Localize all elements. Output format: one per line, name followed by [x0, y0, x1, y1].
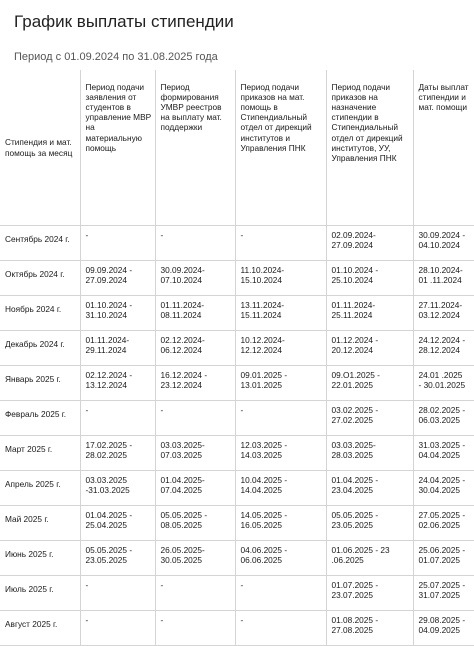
date-cell: 28.02.2025 - 06.03.2025: [413, 401, 474, 436]
date-cell: 27.05.2025 - 02.06.2025: [413, 506, 474, 541]
month-cell: Ноябрь 2024 г.: [0, 296, 80, 331]
column-header: Период подачи приказов на мат. помощь в Стипендиальный отдел от дирекций институтов и Управления ПНК: [235, 70, 326, 226]
date-cell: 13.11.2024- 15.11.2024: [235, 296, 326, 331]
date-cell: 17.02.2025 - 28.02.2025: [80, 436, 155, 471]
date-cell: 04.06.2025 - 06.06.2025: [235, 541, 326, 576]
date-cell: 01.04.2025 - 25.04.2025: [80, 506, 155, 541]
table-row: [0, 401, 474, 436]
month-cell: Апрель 2025 г.: [0, 471, 80, 506]
month-cell: Март 2025 г.: [0, 436, 80, 471]
column-header: Период подачи приказов на назначение стипендии в Стипендиальный отдел от дирекций институтов, УУ, Управления ПНК: [326, 70, 413, 226]
table-row: [0, 226, 474, 261]
table-row: [0, 296, 474, 331]
date-cell: 01.06.2025 - 23 .06.2025: [326, 541, 413, 576]
date-cell: 05.05.2025 - 23.05.2025: [80, 541, 155, 576]
table-row: [0, 436, 474, 471]
date-cell: -: [155, 576, 235, 611]
date-cell: -: [80, 401, 155, 436]
period-subtitle: Период с 01.09.2024 по 31.08.2025 года: [14, 51, 218, 63]
date-cell: 01.07.2025 - 23.07.2025: [326, 576, 413, 611]
date-cell: 30.09.2024- 07.10.2024: [155, 261, 235, 296]
date-cell: -: [235, 611, 326, 646]
date-cell: 10.12.2024- 12.12.2024: [235, 331, 326, 366]
date-cell: 25.07.2025 - 31.07.2025: [413, 576, 474, 611]
date-cell: 24.04.2025 - 30.04.2025: [413, 471, 474, 506]
column-header: Период подачи заявления от студентов в управление МВР на материальную помощь: [80, 70, 155, 226]
date-cell: 01.10.2024 - 31.10.2024: [80, 296, 155, 331]
date-cell: 01.12.2024 - 20.12.2024: [326, 331, 413, 366]
date-cell: 25.06.2025 - 01.07.2025: [413, 541, 474, 576]
date-cell: 24.12.2024 - 28.12.2024: [413, 331, 474, 366]
date-cell: 03.03.2025 -31.03.2025: [80, 471, 155, 506]
date-cell: -: [155, 226, 235, 261]
table-row: [0, 331, 474, 366]
table-header-row: [0, 70, 474, 226]
date-cell: 03.03.2025- 28.03.2025: [326, 436, 413, 471]
date-cell: 01.10.2024 - 25.10.2024: [326, 261, 413, 296]
date-cell: 27.11.2024- 03.12.2024: [413, 296, 474, 331]
month-cell: Июль 2025 г.: [0, 576, 80, 611]
date-cell: 01.11.2024- 29.11.2024: [80, 331, 155, 366]
month-cell: Сентябрь 2024 г.: [0, 226, 80, 261]
month-cell: Август 2025 г.: [0, 611, 80, 646]
column-header: Стипендия и мат. помощь за месяц: [0, 70, 80, 226]
month-cell: Октябрь 2024 г.: [0, 261, 80, 296]
date-cell: 02.12.2024 - 13.12.2024: [80, 366, 155, 401]
column-header: Даты выплат стипендии и мат. помощи: [413, 70, 474, 226]
date-cell: 30.09.2024 - 04.10.2024: [413, 226, 474, 261]
month-cell: Июнь 2025 г.: [0, 541, 80, 576]
month-cell: Январь 2025 г.: [0, 366, 80, 401]
table-row: [0, 541, 474, 576]
table-row: [0, 366, 474, 401]
date-cell: -: [80, 576, 155, 611]
date-cell: 31.03.2025 - 04.04.2025: [413, 436, 474, 471]
table-body: [0, 226, 474, 646]
date-cell: 03.02.2025 - 27.02.2025: [326, 401, 413, 436]
table-row: [0, 261, 474, 296]
month-cell: Декабрь 2024 г.: [0, 331, 80, 366]
date-cell: 09.01.2025 - 13.01.2025: [235, 366, 326, 401]
date-cell: -: [80, 226, 155, 261]
date-cell: 12.03.2025 - 14.03.2025: [235, 436, 326, 471]
date-cell: 09.09.2024 - 27.09.2024: [80, 261, 155, 296]
date-cell: 11.10.2024- 15.10.2024: [235, 261, 326, 296]
column-header: Период формирования УМВР реестров на выплату мат. поддержки: [155, 70, 235, 226]
date-cell: 10.04.2025 - 14.04.2025: [235, 471, 326, 506]
date-cell: 01.04.2025 - 23.04.2025: [326, 471, 413, 506]
date-cell: -: [235, 401, 326, 436]
page-title: График выплаты стипендии: [14, 12, 234, 31]
date-cell: 03.03.2025- 07.03.2025: [155, 436, 235, 471]
date-cell: 16.12.2024 - 23.12.2024: [155, 366, 235, 401]
date-cell: 02.12.2024- 06.12.2024: [155, 331, 235, 366]
date-cell: -: [155, 401, 235, 436]
date-cell: 29.08.2025 - 04.09.2025: [413, 611, 474, 646]
date-cell: 26.05.2025- 30.05.2025: [155, 541, 235, 576]
table-row: [0, 611, 474, 646]
month-cell: Февраль 2025 г.: [0, 401, 80, 436]
date-cell: 02.09.2024- 27.09.2024: [326, 226, 413, 261]
table-row: [0, 576, 474, 611]
date-cell: 05.05.2025 - 08.05.2025: [155, 506, 235, 541]
date-cell: -: [155, 611, 235, 646]
date-cell: 01.11.2024- 25.11.2024: [326, 296, 413, 331]
date-cell: 01.04.2025- 07.04.2025: [155, 471, 235, 506]
date-cell: -: [235, 226, 326, 261]
date-cell: 05.05.2025 - 23.05.2025: [326, 506, 413, 541]
date-cell: -: [80, 611, 155, 646]
date-cell: 14.05.2025 - 16.05.2025: [235, 506, 326, 541]
table-row: [0, 471, 474, 506]
date-cell: 24.01 .2025 - 30.01.2025: [413, 366, 474, 401]
date-cell: 09.О1.2025 - 22.01.2025: [326, 366, 413, 401]
date-cell: -: [235, 576, 326, 611]
date-cell: 01.08.2025 - 27.08.2025: [326, 611, 413, 646]
date-cell: 28.10.2024- 01 .11.2024: [413, 261, 474, 296]
date-cell: 01.11.2024- 08.11.2024: [155, 296, 235, 331]
table-row: [0, 506, 474, 541]
month-cell: Май 2025 г.: [0, 506, 80, 541]
schedule-table: [0, 70, 474, 646]
